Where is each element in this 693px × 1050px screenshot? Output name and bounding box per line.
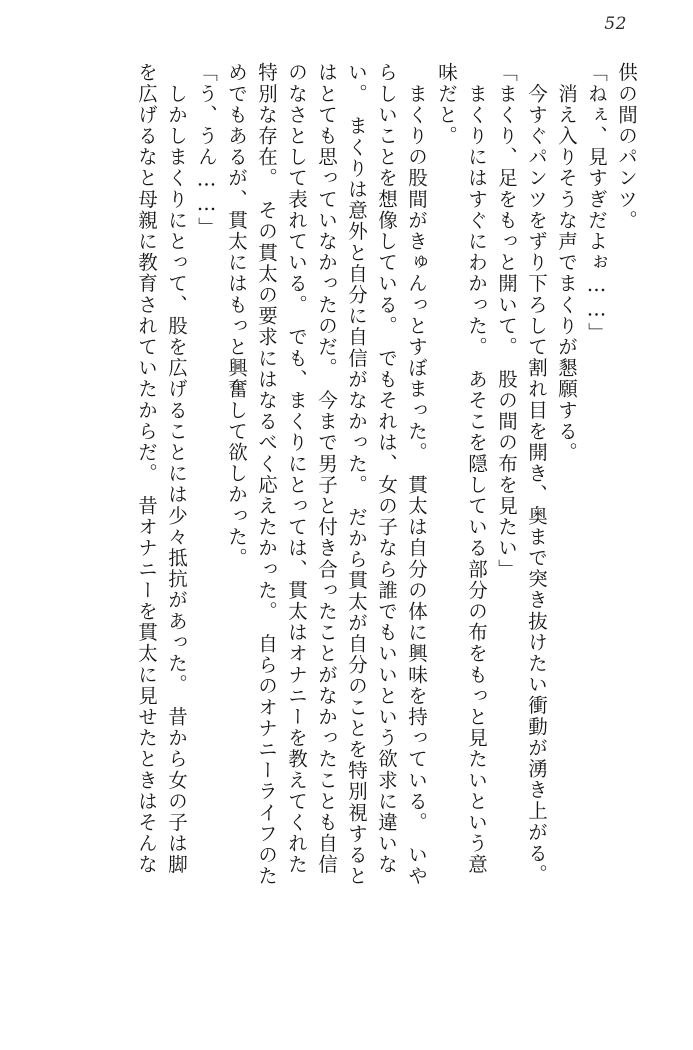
text-line: 特別な存在。 その貫太の要求にはなるべく応えたかった。 自らのオナニーライフのた [255,62,278,887]
text-line: らしいことを想像している。 でもそれは、女の子なら誰でもいいという欲求に違いな [375,62,398,876]
text-line: 供の間のパンツ。 [615,62,638,231]
text-line: まくりにはすぐにわかった。 あそこを隠している部分の布をもっと見たいという意 [465,62,488,876]
text-line: まくりの股間がきゅんっとすぼまった。 貫太は自分の体に興味を持っている。 いや [405,62,428,887]
text-line: 「う、うん……」 [195,62,218,238]
text-line: しかしまくりにとって、股を広げることには少々抵抗があった。 昔から女の子は脚 [165,62,188,876]
text-line: めでもあるが、貫太にはもっと興奮して欲しかった。 [225,62,248,569]
text-line: はとても思っていなかったのだ。 今まで男子と付き合ったことがなかったことも自信 [315,62,338,876]
page-number: 52 [604,14,627,34]
text-line: を広げるなと母親に教育されていたからだ。 昔オナニーを貫太に見せたときはそんな [135,62,158,876]
text-line: 今すぐパンツをずり下ろして割れ目を開き、奥まで突き抜けたい衝動が湧き上がる。 [525,62,548,885]
text-line: 「ねぇ、見すぎだよぉ……」 [585,62,608,344]
text-line: 味だと。 [435,62,458,147]
text-line: のなさとして表れている。 でも、まくりにとっては、貫太はオナニーを教えてくれた [285,62,308,876]
body-text-block [40,62,641,1022]
text-line: 「まくり、足をもっと開いて。 股の間の布を見たい」 [495,62,518,580]
text-line: 消え入りそうな声でまくりが懇願する。 [555,62,578,463]
text-line: い。 まくりは意外と自分に自信がなかった。 だから貫太が自分のことを特別視すると [345,62,368,887]
